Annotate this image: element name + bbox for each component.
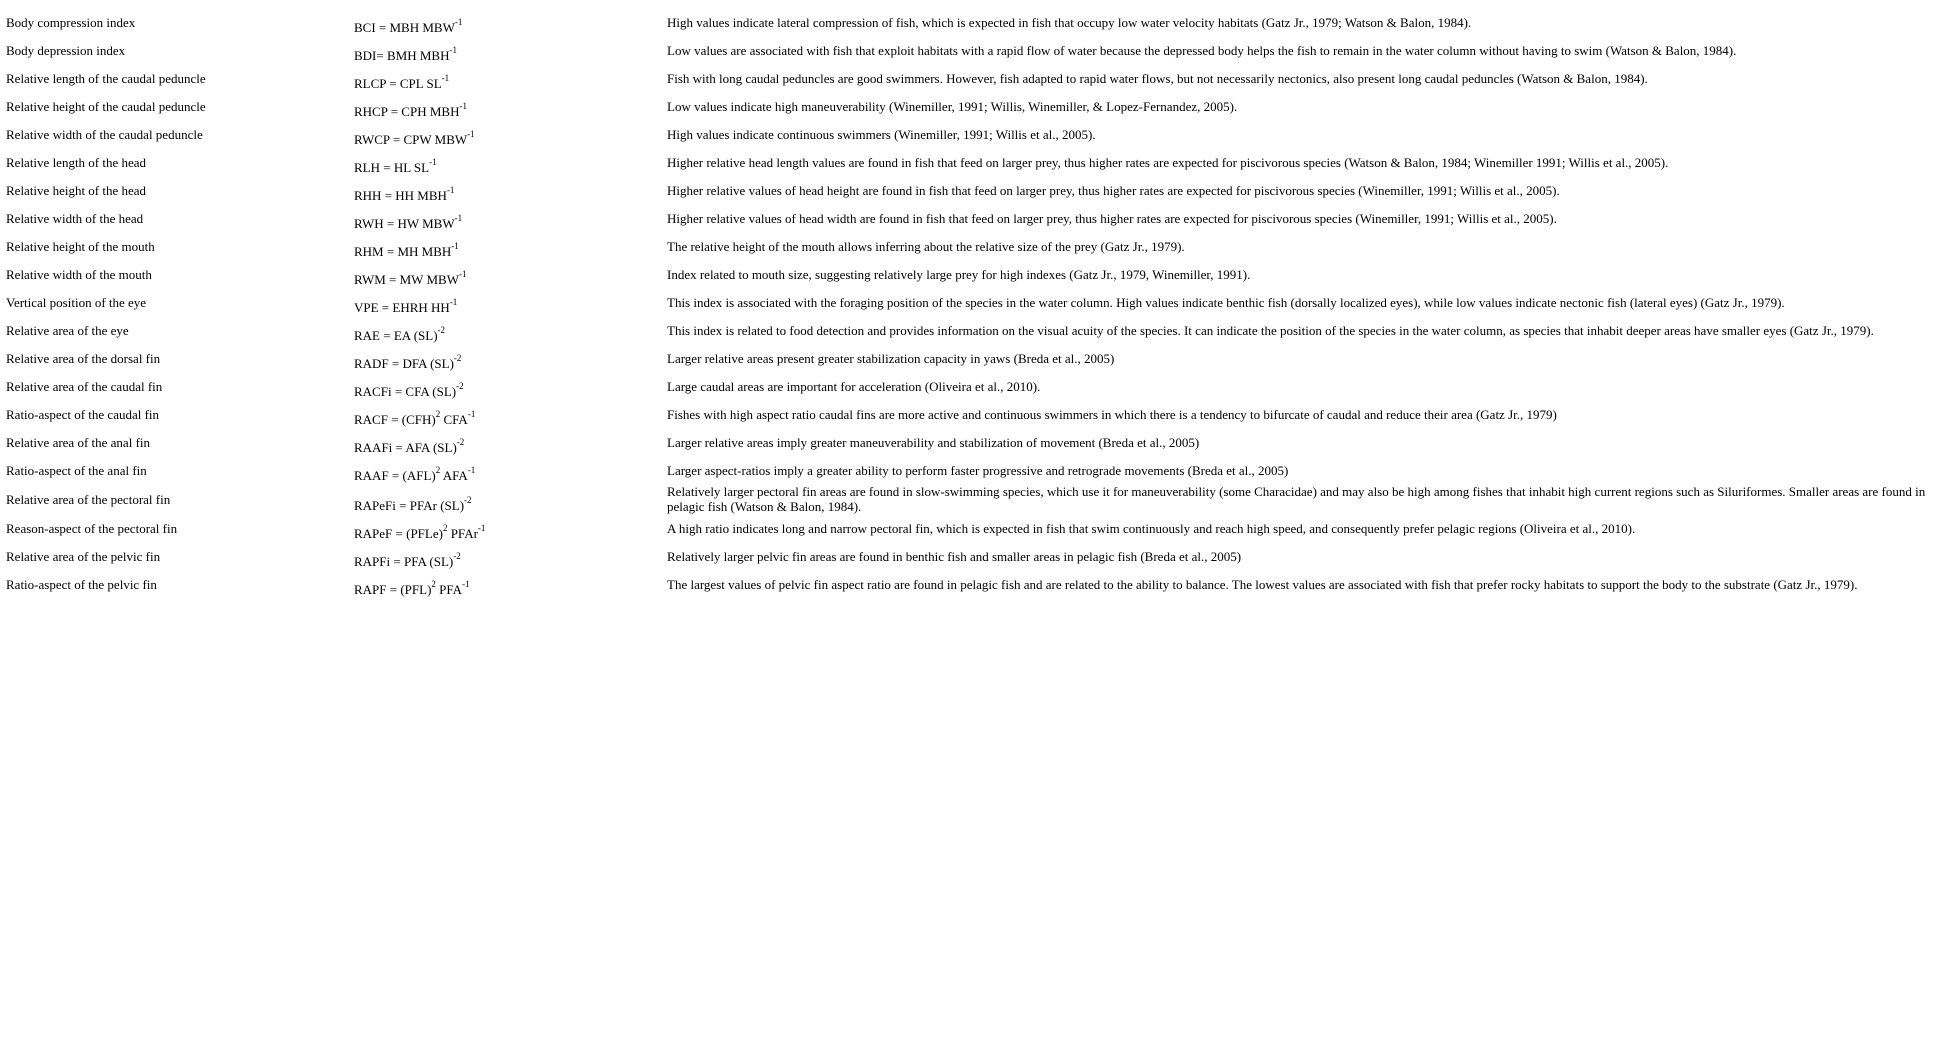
formula-exponent: 2 — [442, 522, 448, 533]
formula-exponent: -1 — [449, 296, 458, 307]
index-name-cell: Relative width of the caudal peduncle — [6, 126, 203, 142]
formula-cell — [348, 148, 661, 176]
formula-exponent: 2 — [435, 464, 441, 475]
formula-term: RACF = (CFH) — [354, 412, 436, 427]
formula-cell — [348, 316, 661, 344]
formula-cell — [348, 176, 661, 204]
description-cell: Larger relative areas imply greater maneuverability and stabilization of movement (Breda et al., 2005) — [667, 434, 1200, 450]
formula-exponent: -2 — [464, 494, 472, 505]
formula-exponent: -1 — [462, 578, 470, 589]
formula-term: RWM = MW MBW — [354, 272, 459, 287]
formula-cell — [348, 542, 661, 570]
formula-exponent: -1 — [467, 464, 476, 475]
table-row — [0, 36, 1956, 64]
index-name-cell: Relative area of the eye — [6, 322, 129, 338]
formula-cell — [348, 456, 661, 484]
description-cell: Larger aspect-ratios imply a greater ability to perform faster progressive and retrograde movements (Breda et al., 2005) — [667, 462, 1289, 478]
description-cell: Relatively larger pelvic fin areas are found in benthic fish and smaller areas in pelagic fish (Breda et al., 2005) — [667, 548, 1242, 564]
index-name-cell: Relative height of the head — [6, 182, 147, 198]
table-row — [0, 204, 1956, 232]
formula-cell — [348, 514, 661, 542]
formula-term: RACFi = CFA (SL) — [354, 384, 457, 399]
description-cell: Low values indicate high maneuverability (Winemiller, 1991; Willis, Winemiller, & Lopez-Fernandez, 2005). — [667, 98, 1238, 114]
table-row — [0, 428, 1956, 456]
formula-exponent: -1 — [467, 408, 476, 419]
formula-term: VPE = EHRH HH — [354, 300, 450, 315]
table-row — [0, 148, 1956, 176]
description-cell: Higher relative values of head width are found in fish that feed on larger prey, thus higher rates are expected for piscivorous species (Winemiller, 1991; Willis et al., 2005). — [667, 210, 1557, 226]
formula-term: RLH = HL SL — [354, 160, 430, 175]
index-name-cell: Relative area of the anal fin — [6, 434, 151, 450]
table-row — [0, 8, 1956, 36]
formula-exponent: -1 — [454, 212, 463, 223]
formula-term: RAAF = (AFL) — [354, 468, 436, 483]
description-cell: Higher relative values of head height are found in fish that feed on larger prey, thus higher rates are expected for piscivorous species (Winemiller, 1991; Willis et al., 2005). — [667, 182, 1560, 198]
formula-cell — [348, 260, 661, 288]
index-name-cell: Relative area of the caudal fin — [6, 378, 163, 394]
formula-term: RWCP = CPW MBW — [354, 132, 468, 147]
table-body — [0, 8, 1956, 598]
table-row — [0, 542, 1956, 570]
index-name-cell: Body depression index — [6, 42, 126, 58]
table-row — [0, 456, 1956, 484]
formula-term: BDI= BMH MBH — [354, 48, 450, 63]
formula-cell — [348, 64, 661, 92]
formula-exponent: -1 — [477, 522, 486, 533]
formula-term: RHCP = CPH MBH — [354, 104, 460, 119]
formula-exponent: -2 — [456, 380, 464, 391]
formula-term: RAE = EA (SL) — [354, 328, 438, 343]
index-name-cell: Relative width of the head — [6, 210, 144, 226]
formula-cell — [348, 400, 661, 428]
index-name-cell: Body compression index — [6, 14, 136, 30]
formula-term: PFA — [435, 582, 463, 597]
formula-exponent: -1 — [454, 16, 463, 27]
description-cell: Larger relative areas present greater stabilization capacity in yaws (Breda et al., 2005) — [667, 350, 1115, 366]
formula-term: RHM = MH MBH — [354, 244, 452, 259]
formula-exponent: 2 — [431, 578, 436, 589]
index-name-cell: Ratio-aspect of the anal fin — [6, 462, 147, 478]
index-table — [0, 8, 1956, 598]
index-name-cell: Relative width of the mouth — [6, 266, 152, 282]
index-name-cell: Relative length of the head — [6, 154, 147, 170]
formula-term: AFA — [440, 468, 468, 483]
description-cell: Index related to mouth size, suggesting relatively large prey for high indexes (Gatz Jr., 1979, Winemiller, 1991). — [667, 266, 1251, 282]
table-row — [0, 344, 1956, 372]
formula-term: RAPeFi = PFAr (SL) — [354, 498, 465, 513]
table-row — [0, 120, 1956, 148]
description-cell: This index is related to food detection and provides information on the visual acuity of the species. It can indicate the position of the species in the water column, as species that inhabit deeper areas have smaller eyes (Gatz Jr., 1979). — [667, 322, 1874, 338]
formula-term: RAPFi = PFA (SL) — [354, 554, 454, 569]
index-name-cell: Relative height of the mouth — [6, 238, 155, 254]
table-row — [0, 232, 1956, 260]
formula-exponent: 2 — [435, 408, 441, 419]
formula-term: PFAr — [447, 526, 478, 541]
table-row — [0, 176, 1956, 204]
formula-cell — [348, 204, 661, 232]
table-row — [0, 260, 1956, 288]
description-cell: Low values are associated with fish that exploit habitats with a rapid flow of water because the depressed body helps the fish to remain in the water column without having to swim (Watson & Balon, 1984). — [667, 42, 1737, 58]
description-cell: High values indicate continuous swimmers (Winemiller, 1991; Willis et al., 2005). — [667, 126, 1096, 142]
formula-exponent: -1 — [429, 156, 437, 167]
formula-term: RADF = DFA (SL) — [354, 356, 454, 371]
formula-cell — [348, 232, 661, 260]
description-cell: Higher relative head length values are found in fish that feed on larger prey, thus higher rates are expected for piscivorous species (Watson & Balon, 1984; Winemiller 1991; Willis et al., 2005). — [667, 154, 1669, 170]
table-row — [0, 484, 1956, 514]
formula-exponent: -2 — [437, 324, 446, 335]
index-name-cell: Relative area of the pelvic fin — [6, 548, 161, 564]
formula-term: RAPeF = (PFLe) — [354, 526, 443, 541]
formula-exponent: -1 — [467, 128, 475, 139]
index-name-cell: Ratio-aspect of the pelvic fin — [6, 576, 157, 592]
formula-cell — [348, 484, 661, 514]
formula-exponent: -2 — [456, 436, 465, 447]
description-cell: The largest values of pelvic fin aspect ratio are found in pelagic fish and are related to the ability to balance. The lowest values are associated with fish that prefer rocky habitats to support the body to the substrate (Gatz Jr., 1979). — [667, 576, 1858, 592]
formula-exponent: -1 — [458, 268, 467, 279]
formula-exponent: -1 — [459, 100, 467, 111]
formula-exponent: -2 — [453, 550, 461, 561]
formula-cell — [348, 428, 661, 456]
table-row — [0, 570, 1956, 598]
formula-term: RAAFi = AFA (SL) — [354, 440, 457, 455]
formula-term: CFA — [440, 412, 468, 427]
description-cell: This index is associated with the foraging position of the species in the water column. High values indicate benthic fish (dorsally localized eyes), while low values indicate nectonic fish (lateral eyes) (Gatz Jr., 1979). — [667, 294, 1785, 310]
formula-exponent: -1 — [441, 72, 450, 83]
formula-cell — [348, 288, 661, 316]
description-cell: Fishes with high aspect ratio caudal fins are more active and continuous swimmers in which there is a tendency to bifurcate of caudal and reduce their area (Gatz Jr., 1979) — [667, 406, 1557, 422]
index-name-cell: Relative length of the caudal peduncle — [6, 70, 206, 86]
table-row — [0, 514, 1956, 542]
index-name-cell: Ratio-aspect of the caudal fin — [6, 406, 160, 422]
description-cell: High values indicate lateral compression of fish, which is expected in fish that occupy low water velocity habitats (Gatz Jr., 1979; Watson & Balon, 1984). — [667, 14, 1472, 30]
formula-cell — [348, 570, 661, 598]
index-name-cell: Relative height of the caudal peduncle — [6, 98, 206, 114]
description-cell: Fish with long caudal peduncles are good swimmers. However, fish adapted to rapid water flows, but not necessarily nectonics, also present long caudal peduncles (Watson & Balon, 1984). — [667, 70, 1648, 86]
formula-cell — [348, 92, 661, 120]
formula-cell — [348, 36, 661, 64]
formula-exponent: -1 — [446, 184, 455, 195]
table-row — [0, 288, 1956, 316]
index-name-cell: Relative area of the pectoral fin — [6, 491, 171, 507]
formula-exponent: -1 — [449, 44, 457, 55]
formula-cell — [348, 344, 661, 372]
index-name-cell: Vertical position of the eye — [6, 294, 147, 310]
formula-cell — [348, 120, 661, 148]
formula-term: RHH = HH MBH — [354, 188, 447, 203]
formula-exponent: -1 — [451, 240, 459, 251]
index-name-cell: Reason-aspect of the pectoral fin — [6, 520, 178, 536]
description-cell: A high ratio indicates long and narrow pectoral fin, which is expected in fish that swim continuously and reach high speed, and consequently prefer pelagic regions (Oliveira et al., 2010). — [667, 520, 1636, 536]
table-row — [0, 400, 1956, 428]
table-row — [0, 92, 1956, 120]
formula-term: RAPF = (PFL) — [354, 582, 432, 597]
description-cell: The relative height of the mouth allows inferring about the relative size of the prey (Gatz Jr., 1979). — [667, 238, 1185, 254]
formula-term: RLCP = CPL SL — [354, 76, 442, 91]
table-row — [0, 64, 1956, 92]
formula-term: BCI = MBH MBW — [354, 20, 455, 35]
index-name-cell: Relative area of the dorsal fin — [6, 350, 161, 366]
formula-term: RWH = HW MBW — [354, 216, 455, 231]
description-cell: Large caudal areas are important for acceleration (Oliveira et al., 2010). — [667, 378, 1041, 394]
description-cell: Relatively larger pectoral fin areas are found in slow-swimming species, which use it for maneuverability (some Characidae) and may also be high among fishes that inhabit high current regions such as Siluriformes. Smaller areas are found in pelagic fish (Watson & Balon, 1984). — [667, 484, 1926, 514]
table-row — [0, 372, 1956, 400]
formula-cell — [348, 8, 661, 36]
formula-cell — [348, 372, 661, 400]
formula-exponent: -2 — [453, 352, 462, 363]
table-row — [0, 316, 1956, 344]
